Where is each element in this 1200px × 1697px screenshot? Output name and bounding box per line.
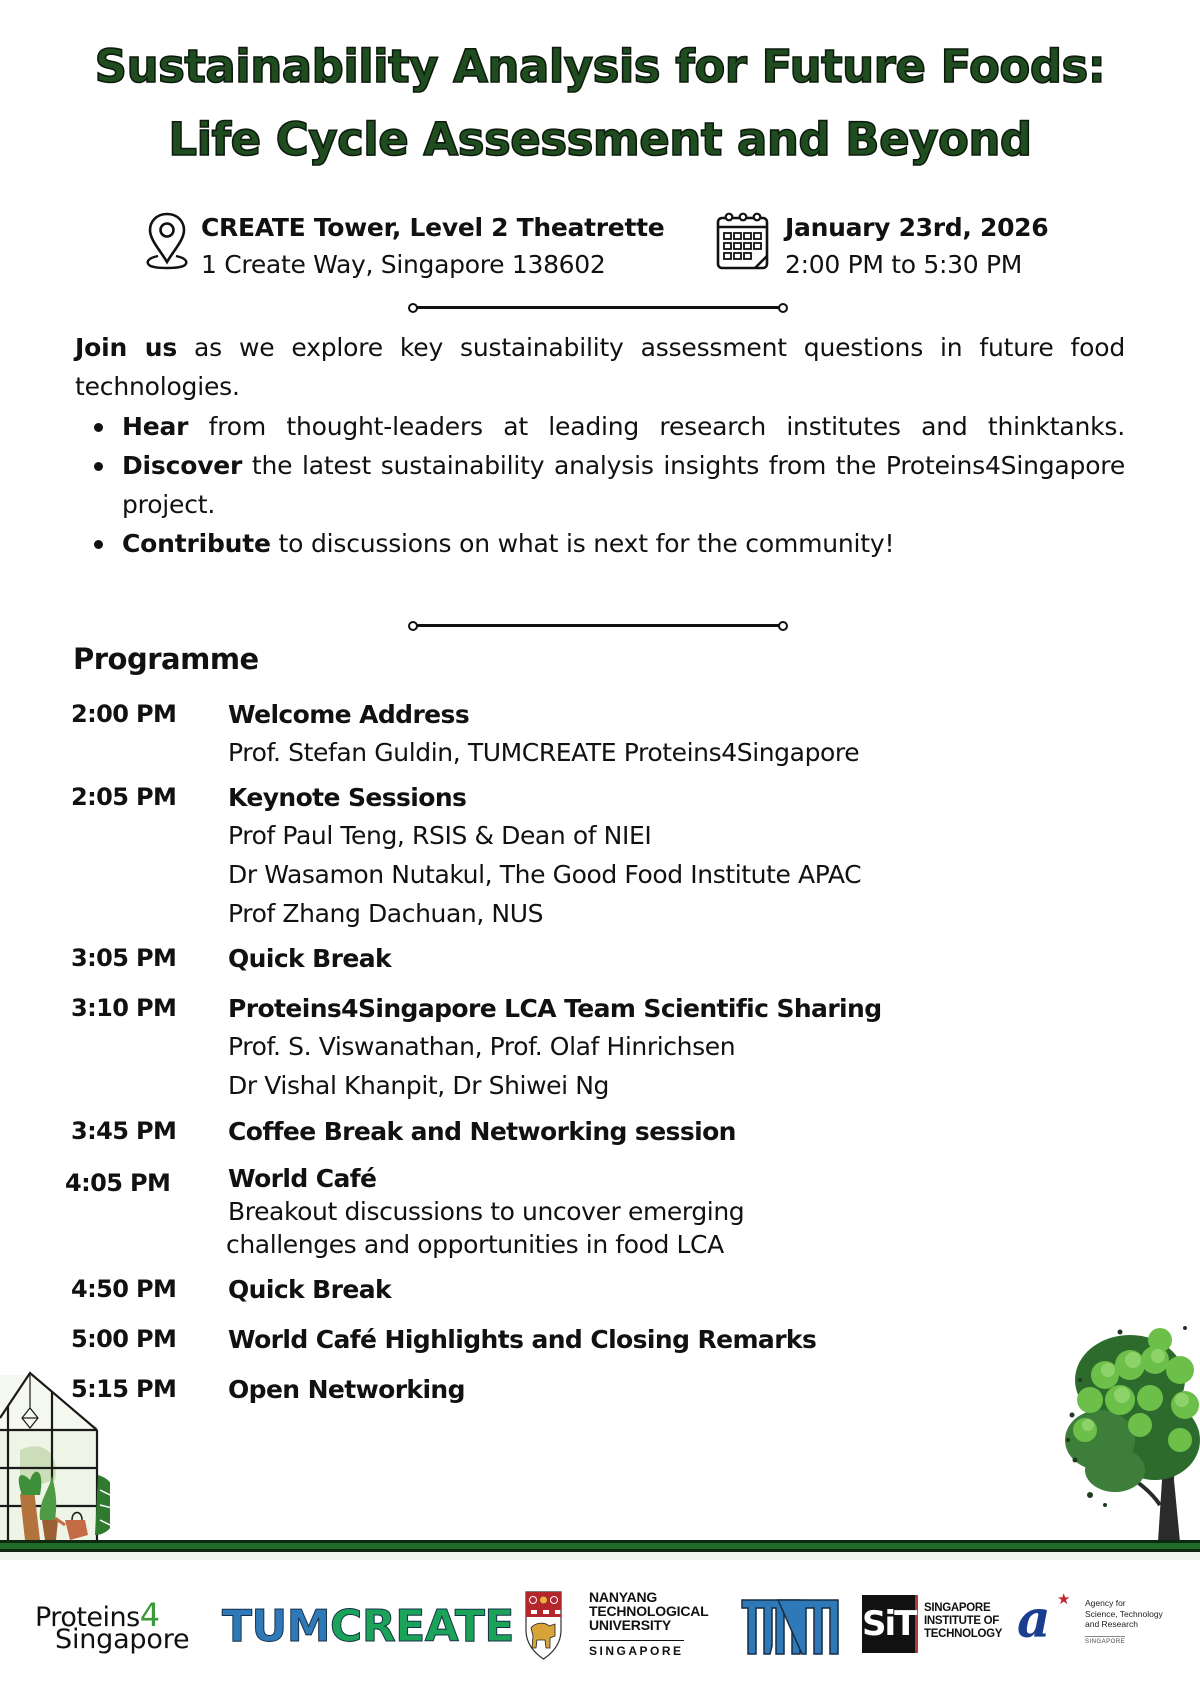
map-pin-icon (145, 210, 189, 272)
intro-lead: Join us (75, 333, 178, 362)
session-time: 5:00 PM (71, 1325, 177, 1353)
tree-illustration (1060, 1320, 1200, 1542)
event-date: January 23rd, 2026 (785, 213, 1049, 242)
bullet-text: from thought-leaders at leading research institutes and thinktanks. (188, 412, 1125, 441)
logo-text: SINGAPORE (924, 1602, 991, 1614)
venue-address: 1 Create Way, Singapore 138602 (201, 250, 606, 279)
ntu-crest-icon (525, 1590, 562, 1660)
session-title: Open Networking (228, 1375, 465, 1404)
logo-text: and Research (1085, 1619, 1138, 1629)
session-title: Proteins4Singapore LCA Team Scientific Sharing (228, 994, 882, 1023)
title-line-2: Life Cycle Assessment and Beyond (168, 113, 1032, 166)
programme-heading: Programme (73, 642, 259, 676)
logo-text: Proteins (35, 1602, 140, 1633)
divider (408, 621, 788, 631)
session-time: 2:05 PM (71, 783, 177, 811)
logo-text: TUM (222, 1601, 331, 1652)
session-title: Quick Break (228, 1275, 392, 1304)
session-time: 3:45 PM (71, 1117, 177, 1145)
session-title: Coffee Break and Networking session (228, 1117, 736, 1146)
session-time: 3:05 PM (71, 944, 177, 972)
session-detail: Breakout discussions to uncover emerging (228, 1197, 745, 1226)
list-item (92, 524, 1125, 563)
proteins4singapore-logo (35, 1596, 200, 1656)
session-detail: Prof. S. Viswanathan, Prof. Olaf Hinrichsen (228, 1032, 736, 1061)
logo-text: INSTITUTE OF (924, 1615, 999, 1627)
session-detail: Dr Vishal Khanpit, Dr Shiwei Ng (228, 1071, 609, 1100)
greenhouse-illustration (0, 1370, 110, 1542)
logo-text: Science, Technology (1085, 1608, 1163, 1619)
bullet-lead: Discover (122, 451, 243, 480)
intro-text: as we explore key sustainability assessment questions in future food technologies. (75, 333, 1125, 401)
logo-text: TECHNOLOGY (924, 1628, 1003, 1640)
ground-shadow (0, 1552, 1200, 1560)
logo-text: SINGAPORE (589, 1640, 684, 1658)
bullet-text: to discussions on what is next for the community! (270, 529, 895, 558)
session-title: Welcome Address (228, 700, 470, 729)
logo-text: SINGAPORE (1085, 1636, 1125, 1645)
intro-paragraph (75, 328, 1125, 406)
tumcreate-logo (222, 1601, 514, 1652)
session-time: 2:00 PM (71, 700, 177, 728)
astar-logo (1017, 1590, 1167, 1660)
session-detail: Prof Paul Teng, RSIS & Dean of NIEI (228, 821, 652, 850)
venue-name: CREATE Tower, Level 2 Theatrette (201, 213, 665, 242)
event-time: 2:00 PM to 5:30 PM (785, 250, 1023, 279)
star-icon: ★ (1057, 1590, 1071, 1608)
session-title: Quick Break (228, 944, 392, 973)
session-time: 3:10 PM (71, 994, 177, 1022)
session-detail: Prof. Stefan Guldin, TUMCREATE Proteins4Singapore (228, 738, 860, 767)
session-detail: Dr Wasamon Nutakul, The Good Food Institute APAC (228, 860, 862, 889)
date-block (715, 210, 1048, 284)
logo-text: CREATE (330, 1601, 514, 1652)
session-time: 4:50 PM (71, 1275, 177, 1303)
logo-text: a (1017, 1589, 1051, 1650)
title-line-1: Sustainability Analysis for Future Foods: (94, 40, 1106, 93)
session-detail: Prof Zhang Dachuan, NUS (228, 899, 544, 928)
ntu-logo (525, 1590, 725, 1660)
bullet-lead: Contribute (122, 529, 271, 558)
calendar-icon (715, 210, 771, 272)
session-time: 5:15 PM (71, 1375, 177, 1403)
list-item (92, 446, 1125, 524)
bullet-text: the latest sustainability analysis insights from the Proteins4Singapore project. (122, 451, 1125, 519)
session-detail: challenges and opportunities in food LCA (226, 1230, 724, 1259)
ground-band (0, 1540, 1200, 1552)
bullet-lead: Hear (122, 412, 189, 441)
session-title: World Café (228, 1164, 377, 1193)
session-title: Keynote Sessions (228, 783, 467, 812)
logo-text: Singapore (55, 1624, 190, 1655)
logo-text: Agency for (1085, 1598, 1126, 1608)
venue-block (145, 210, 664, 284)
divider (408, 303, 788, 313)
logo-text: SiT (862, 1595, 918, 1653)
logo-text: NANYANG (589, 1589, 658, 1605)
list-item (92, 407, 1125, 446)
logo-text: 4 (139, 1596, 160, 1634)
session-title: World Café Highlights and Closing Remarks (228, 1325, 817, 1354)
session-time: 4:05 PM (65, 1169, 171, 1197)
logo-text: TECHNOLOGICAL (589, 1603, 709, 1619)
tum-logo (740, 1598, 840, 1656)
highlights-list (92, 407, 1125, 563)
sit-logo (862, 1592, 1003, 1658)
logo-text: UNIVERSITY (589, 1617, 672, 1633)
